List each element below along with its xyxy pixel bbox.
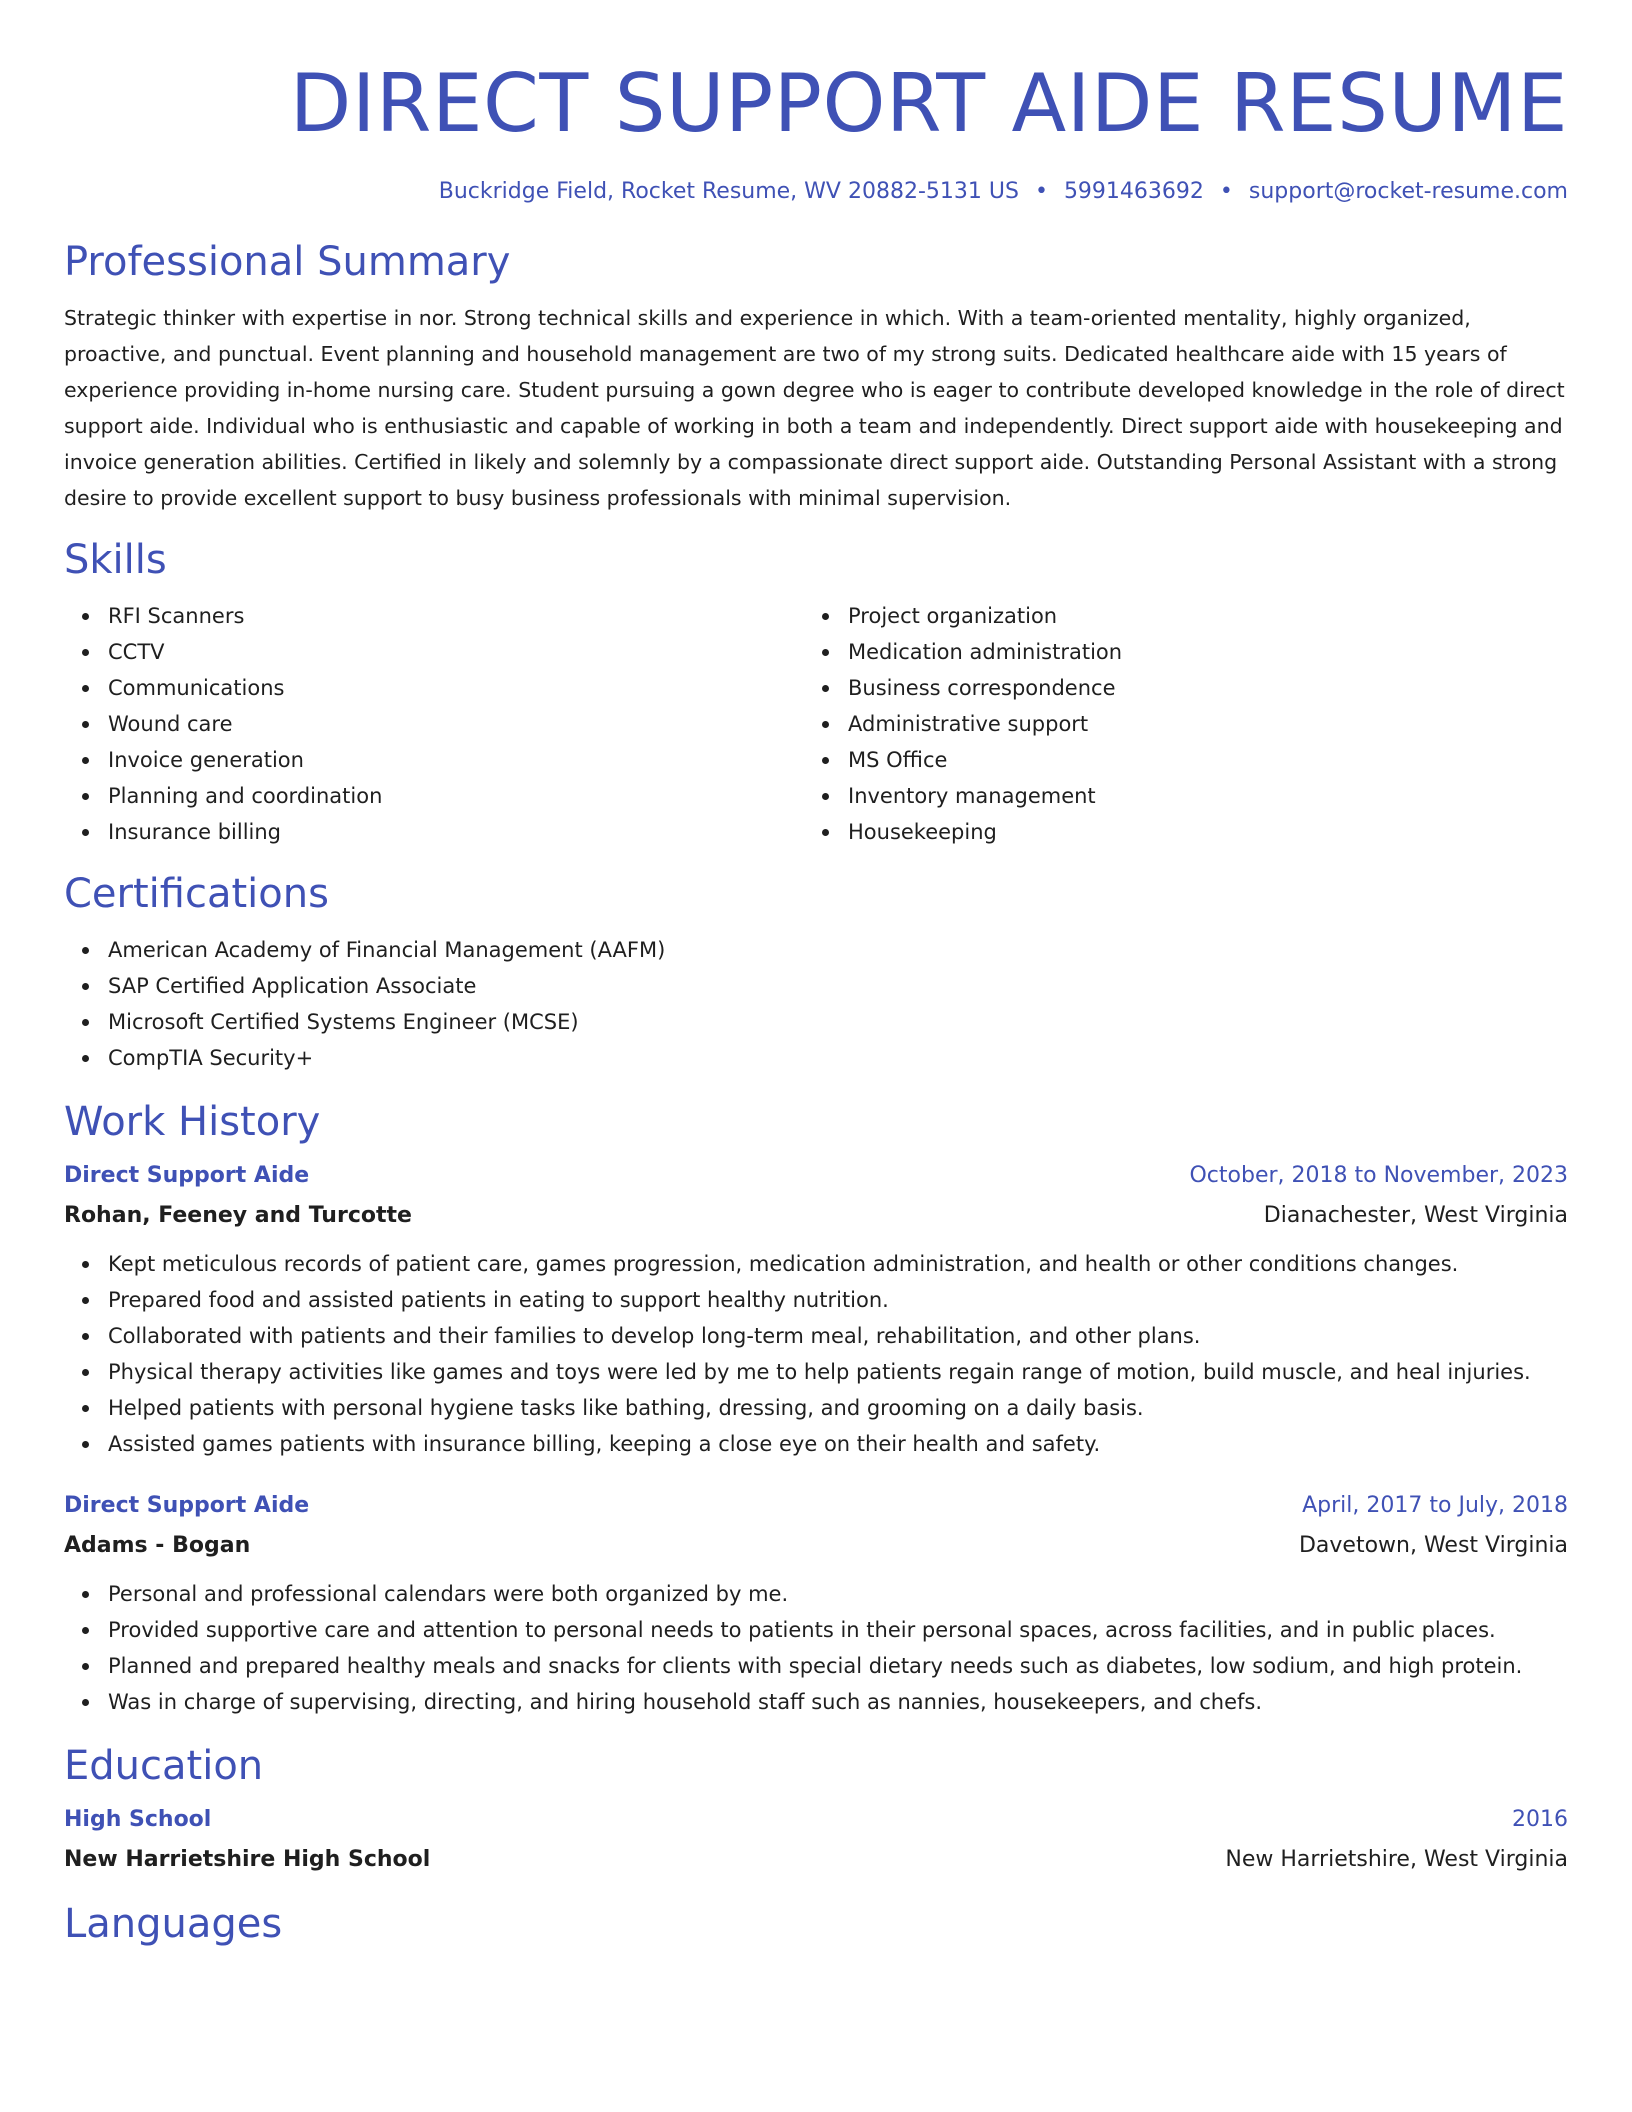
skill-item: Insurance billing [108,814,804,850]
skills-heading: Skills [64,537,167,583]
summary-text: Strategic thinker with expertise in nor. Strong technical skills and experience in which. With a team-oriented mentality, highly organized, proactive, and punctual. Event planning and household management are two of my strong suits. Dedicated healthcare aide with 15 years of experience providing in-home nursing care. Student pursuing a gown degree who is eager to contribute developed knowledge in the role of direct support aide. Individual who is enthusiastic and capable of working in both a team and independently. Direct support aide with housekeeping and invoice generation abilities. Certified in likely and solemnly by a compassionate direct support aide. Outstanding Personal Assistant with a strong desire to provide excellent support to busy business professionals with minimal supervision. [64,306,1565,510]
skill-item: Inventory management [848,778,1544,814]
certifications-heading: Certifications [64,871,329,917]
certification-item: CompTIA Security+ [108,1040,1568,1076]
job-duty-item: Assisted games patients with insurance billing, keeping a close eye on their health and safety. [108,1426,1568,1462]
skill-item: Communications [108,670,804,706]
certification-item: SAP Certified Application Associate [108,968,1568,1004]
job-dates: April, 2017 to July, 2018 [1302,1493,1568,1518]
education-year: 2016 [1512,1807,1568,1832]
education-heading: Education [64,1743,264,1789]
skills-column-right [804,598,1544,850]
job-duty-item: Helped patients with personal hygiene tasks like bathing, dressing, and grooming on a daily basis. [108,1390,1568,1426]
education-degree: High School [64,1807,212,1832]
job-duty-item: Prepared food and assisted patients in eating to support healthy nutrition. [108,1282,1568,1318]
job-dates: October, 2018 to November, 2023 [1189,1163,1568,1188]
skill-item: Housekeeping [848,814,1544,850]
job-entry [64,1486,1568,1720]
contact-address: Buckridge Field, Rocket Resume, WV 20882-5131 US [438,179,1019,204]
certifications-list [64,932,1568,1076]
skills-column-left [64,598,804,850]
job-duties [64,1246,1568,1462]
job-company: Rohan, Feeney and Turcotte [64,1203,412,1228]
summary-heading: Professional Summary [64,239,511,285]
certification-item: Microsoft Certified Systems Engineer (MCSE) [108,1004,1568,1040]
contact-line [64,178,1568,206]
education-school: New Harrietshire High School [64,1847,431,1872]
contact-separator: • [1219,179,1233,204]
skill-item: MS Office [848,742,1544,778]
work-history-heading: Work History [64,1099,321,1145]
skill-item: Planning and coordination [108,778,804,814]
contact-phone: 5991463692 [1063,179,1204,204]
education-location: New Harrietshire, West Virginia [1225,1847,1568,1872]
contact-separator: • [1034,179,1048,204]
skill-item: Invoice generation [108,742,804,778]
job-title: Direct Support Aide [64,1163,310,1188]
job-title: Direct Support Aide [64,1493,310,1518]
languages-heading: Languages [64,1901,283,1947]
job-location: Dianachester, West Virginia [1263,1203,1568,1228]
job-duty-item: Provided supportive care and attention to personal needs to patients in their personal spaces, across facilities, and in public places. [108,1612,1568,1648]
job-duty-item: Kept meticulous records of patient care, games progression, medication administration, and health or other conditions changes. [108,1246,1568,1282]
job-duty-item: Personal and professional calendars were both organized by me. [108,1576,1568,1612]
job-duty-item: Was in charge of supervising, directing, and hiring household staff such as nannies, housekeepers, and chefs. [108,1684,1568,1720]
job-entry [64,1156,1568,1462]
job-duty-item: Collaborated with patients and their families to develop long-term meal, rehabilitation, and other plans. [108,1318,1568,1354]
job-location: Davetown, West Virginia [1298,1533,1568,1558]
skill-item: Administrative support [848,706,1544,742]
skill-item: Wound care [108,706,804,742]
certification-item: American Academy of Financial Management (AAFM) [108,932,1568,968]
skill-item: RFI Scanners [108,598,804,634]
skill-item: Medication administration [848,634,1544,670]
job-duty-item: Planned and prepared healthy meals and snacks for clients with special dietary needs such as diabetes, low sodium, and high protein. [108,1648,1568,1684]
job-duties [64,1576,1568,1720]
skill-item: Business correspondence [848,670,1544,706]
skill-item: CCTV [108,634,804,670]
skill-item: Project organization [848,598,1544,634]
resume-title: DIRECT SUPPORT AIDE RESUME [289,57,1568,150]
contact-email[interactable]: support@rocket-resume.com [1248,179,1568,204]
education-entry [64,1800,1568,1880]
job-company: Adams - Bogan [64,1533,251,1558]
job-duty-item: Physical therapy activities like games and toys were led by me to help patients regain range of motion, build muscle, and heal injuries. [108,1354,1568,1390]
skills-list [64,598,1568,850]
